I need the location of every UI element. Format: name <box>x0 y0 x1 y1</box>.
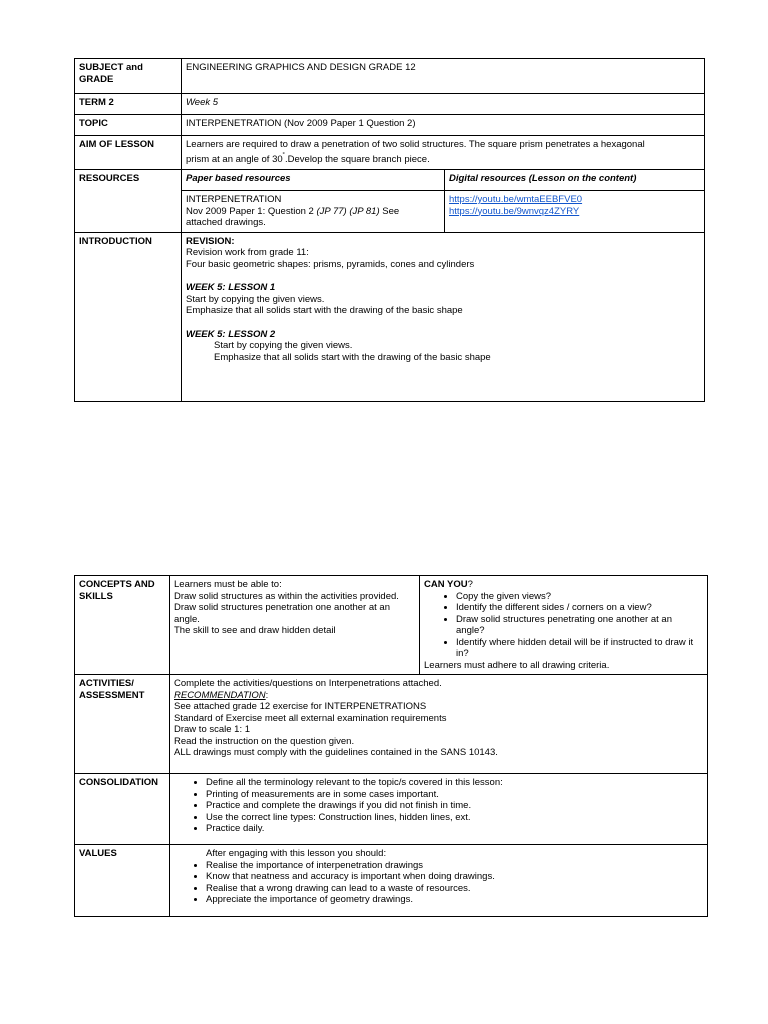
list-item: • Realise that a wrong drawing can lead to a waste of resources. <box>206 883 703 895</box>
activities-line: See attached grade 12 exercise for INTERPENETRATIONS <box>174 701 427 712</box>
list-item: • Identify the different sides / corners on a view? <box>456 602 703 614</box>
concepts-line: Draw solid structures penetration one another at an angle. <box>174 602 390 625</box>
paper-resource-note: attached drawings. <box>186 217 266 228</box>
recommendation-heading: RECOMMENDATION: <box>174 689 269 701</box>
lesson-2-heading: WEEK 5: LESSON 2 <box>186 328 276 340</box>
can-you-footer: Learners must adhere to all drawing criteria. <box>424 659 610 671</box>
paper-resources-cell <box>182 191 445 233</box>
youtube-link-2[interactable]: https://youtu.be/9wnvqz4ZYRY <box>449 205 580 217</box>
list-item: • Copy the given views? <box>456 591 703 603</box>
can-you-heading: CAN YOU? <box>424 579 473 590</box>
degree-symbol: ˚ <box>282 152 285 160</box>
values-intro: After engaging with this lesson you should: <box>206 848 387 859</box>
list-item: • Define all the terminology relevant to the topic/s covered in this lesson: <box>206 777 703 789</box>
youtube-link-1[interactable]: https://youtu.be/wmtaEEBFVE0 <box>449 194 583 205</box>
can-you-cell <box>420 576 708 675</box>
activities-line: Read the instruction on the question given. <box>174 735 355 747</box>
values-content <box>170 845 708 917</box>
concepts-line: Draw solid structures as within the activities provided. <box>174 590 399 602</box>
aim-line-2: prism at an angle of 30˚.Develop the square branch piece. <box>186 152 430 165</box>
activities-label: ACTIVITIES/ ASSESSMENT <box>75 675 170 774</box>
concepts-line: The skill to see and draw hidden detail <box>174 625 336 636</box>
list-item: • Identify where hidden detail will be if instructed to draw it in? <box>456 637 703 660</box>
aim-line-1: Learners are required to draw a penetration of two solid structures. The square prism penetrates a hexagonal <box>186 139 645 150</box>
lesson-1-heading: WEEK 5: LESSON 1 <box>186 282 276 293</box>
list-item: • Printing of measurements are in some cases important. <box>206 789 703 801</box>
lesson-2-line-2: Emphasize that all solids start with the drawing of the basic shape <box>214 351 491 363</box>
introduction-content <box>182 232 705 401</box>
paper-resources-header: Paper based resources <box>182 170 445 191</box>
topic-label: TOPIC <box>75 115 182 136</box>
subject-value: ENGINEERING GRAPHICS AND DESIGN GRADE 12 <box>182 59 705 94</box>
lesson-1-line-2: Emphasize that all solids start with the drawing of the basic shape <box>186 305 463 316</box>
activities-line: ALL drawings must comply with the guidelines contained in the SANS 10143. <box>174 747 498 758</box>
values-list <box>174 860 703 906</box>
consolidation-label: CONSOLIDATION <box>75 774 170 845</box>
revision-line-1: Revision work from grade 11: <box>186 247 309 258</box>
lesson-1-line-1: Start by copying the given views. <box>186 293 325 305</box>
activities-line: Standard of Exercise meet all external examination requirements <box>174 712 447 724</box>
concepts-line: Learners must be able to: <box>174 579 282 590</box>
term-label: TERM 2 <box>75 94 182 115</box>
paper-resource-detail: Nov 2009 Paper 1: Question 2 (JP 77) (JP 81) See <box>186 205 400 217</box>
values-label: VALUES <box>75 845 170 917</box>
activities-line: Complete the activities/questions on Interpenetrations attached. <box>174 678 442 689</box>
list-item: • Realise the importance of interpenetration drawings <box>206 860 703 872</box>
list-item: • Know that neatness and accuracy is important when doing drawings. <box>206 871 703 883</box>
activities-content <box>170 675 708 774</box>
revision-heading: REVISION: <box>186 235 235 247</box>
list-item: • Appreciate the importance of geometry drawings. <box>206 894 703 906</box>
term-value: Week 5 <box>182 94 705 115</box>
paper-resource-title: INTERPENETRATION <box>186 194 282 205</box>
list-item: • Practice and complete the drawings if you did not finish in time. <box>206 800 703 812</box>
resources-label: RESOURCES <box>75 170 182 233</box>
concepts-content <box>170 576 420 675</box>
list-item: • Use the correct line types: Construction lines, hidden lines, ext. <box>206 812 703 824</box>
lesson-plan-table-2 <box>74 575 708 917</box>
list-item: • Practice daily. <box>206 823 703 835</box>
list-item: • Draw solid structures penetrating one another at an angle? <box>456 614 703 637</box>
subject-label: SUBJECT and GRADE <box>75 59 182 94</box>
digital-resources-header: Digital resources (Lesson on the content) <box>445 170 705 191</box>
can-you-list <box>424 591 703 660</box>
lesson-plan-table-1 <box>74 58 705 402</box>
aim-label: AIM OF LESSON <box>75 136 182 170</box>
lesson-2-line-1: Start by copying the given views. <box>214 340 353 351</box>
introduction-label: INTRODUCTION <box>75 232 182 401</box>
topic-value: INTERPENETRATION (Nov 2009 Paper 1 Question 2) <box>182 115 705 136</box>
revision-line-2: Four basic geometric shapes: prisms, pyramids, cones and cylinders <box>186 258 475 270</box>
digital-resources-cell <box>445 191 705 233</box>
concepts-label: CONCEPTS AND SKILLS <box>75 576 170 675</box>
consolidation-list <box>174 777 703 835</box>
consolidation-content <box>170 774 708 845</box>
activities-line: Draw to scale 1: 1 <box>174 724 251 735</box>
aim-value <box>182 136 705 170</box>
